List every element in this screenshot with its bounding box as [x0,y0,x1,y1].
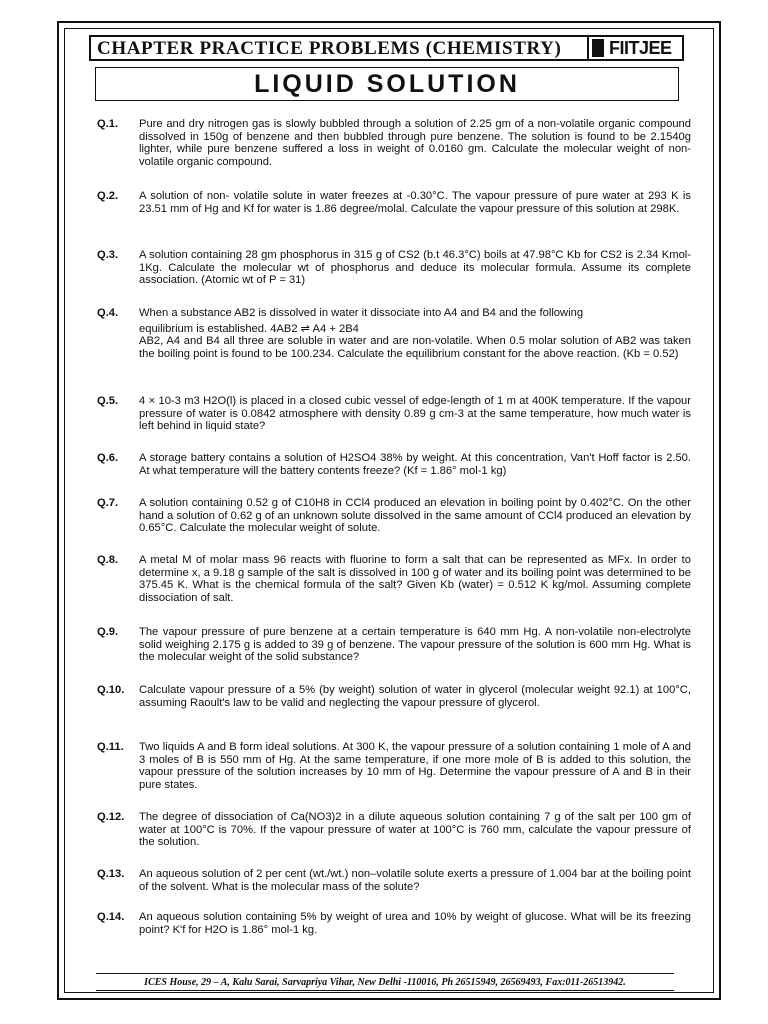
question-text-line: A storage battery contains a solution of H2SO4 38% by weight. At this concentration, Van't Hoff factor is 2.50. At what temperature will the battery contents freeze? (Kf = 1.86° mol-1 kg) [139,452,691,477]
footer-rule-bottom [96,990,674,991]
question-text [139,249,691,287]
question-number: Q.9. [97,626,119,638]
question-text [139,395,691,433]
question-text [139,497,691,535]
question-text-line: Pure and dry nitrogen gas is slowly bubbled through a solution of 2.25 gm of a non-volatile organic compound dissolved in 150g of benzene and then bubbled through pure benzene. The solution is found to be 2.1540g lighter, while pure benzene suffered a loss in weight of 0.0160 gm. Calculate the molecular weight of non-volatile organic compound. [139,118,691,168]
question-number: Q.10. [97,684,125,696]
question-text [139,452,691,477]
footer-address: ICES House, 29 – A, Kalu Sarai, Sarvapriya Vihar, New Delhi -110016, Ph 26515949, 26569493, Fax:011-26513942. [144,977,626,988]
question-text-line: A solution of non- volatile solute in water freezes at -0.30°C. The vapour pressure of pure water at 293 K is 23.51 mm of Hg and Kf for water is 1.86 degree/molal. Calculate the vapour pressure of this solution at 298K. [139,190,691,215]
page-title: LIQUID SOLUTION [254,70,520,98]
question-text-line: When a substance AB2 is dissolved in water it dissociate into A4 and B4 and the following [139,307,584,319]
question-number: Q.12. [97,811,125,823]
chapter-header-title: CHAPTER PRACTICE PROBLEMS (CHEMISTRY) [97,38,562,59]
question-text-line: A solution containing 28 gm phosphorus in 315 g of CS2 (b.t 46.3°C) boils at 47.98°C Kb for CS2 is 2.34 Kmol-1Kg. Calculate the molecular wt of phosphorus and deduce its molecular formula. Assume its complete association. (Atomic wt of P = 31) [139,249,691,287]
question-text-line: An aqueous solution of 2 per cent (wt./wt.) non–volatile solute exerts a pressure of 1.004 bar at the boiling point of the solvent. What is the molecular mass of the solute? [139,868,691,893]
question-number: Q.5. [97,395,119,407]
question-text-line: An aqueous solution containing 5% by weight of urea and 10% by weight of glucose. What will be its freezing point? K'f for H2O is 1.86° mol-1 kg. [139,911,691,936]
question-text-line: The degree of dissociation of Ca(NO3)2 in a dilute aqueous solution containing 7 g of the salt per 100 gm of water at 100°C is 70%. If the vapour pressure of water at 100°C is 760 mm, calculate the vapour pressure of the solution. [139,811,691,849]
question-text [139,307,691,360]
question-number: Q.6. [97,452,119,464]
question-text [139,118,691,168]
question-text [139,554,691,604]
question-number: Q.1. [97,118,119,130]
question-number: Q.14. [97,911,125,923]
question-number: Q.8. [97,554,119,566]
question-text [139,190,691,215]
chapter-header [89,35,684,61]
question-text [139,741,691,791]
question-text-line: equilibrium is established. 4AB2 ⇌ A4 + 2B4 [139,322,359,335]
question-text [139,626,691,664]
question-number: Q.2. [97,190,119,202]
logo-bar-icon [592,39,604,57]
question-text-line: The vapour pressure of pure benzene at a certain temperature is 640 mm Hg. A non-volatile non-electrolyte solid weighing 2.175 g is added to 39 g of benzene. The vapour pressure of the solution is 600 mm Hg. What is the molecular weight of the solid substance? [139,626,691,664]
question-number: Q.7. [97,497,119,509]
page-title-box [95,67,679,101]
question-text-line: AB2, A4 and B4 all three are soluble in water and are non-volatile. When 0.5 molar solution of AB2 was taken the boiling point is found to be 100.234. Calculate the equilibrium constant for the above reaction. (Kb = 0.52) [139,335,691,360]
fiitjee-logo [587,37,682,59]
question-text-line: 4 × 10-3 m3 H2O(l) is placed in a closed cubic vessel of edge-length of 1 m at 400K temperature. If the vapour pressure of water is 0.0842 atmosphere with density 0.89 g cm-3 at the same temperature, how much water is left behind in liquid state? [139,395,691,433]
question-text-line: A metal M of molar mass 96 reacts with fluorine to form a salt that can be represented as MFx. In order to determine x, a 9.18 g sample of the salt is dissolved in 100 g of water and its boiling point was determined to be 375.45 K. What is the chemical formula of the salt? Given Kb (water) = 0.512 K kg/mol. Assuming complete dissociation of salt. [139,554,691,604]
question-text-line: Calculate vapour pressure of a 5% (by weight) solution of water in glycerol (molecular weight 92.1) at 100°C, assuming Raoult's law to be valid and neglecting the vapour pressure of glycerol. [139,684,691,709]
question-text-line: Two liquids A and B form ideal solutions. At 300 K, the vapour pressure of a solution containing 1 mole of A and 3 moles of B is 550 mm of Hg. At the same temperature, if one more mole of B is added to this solution, the vapour pressure of the solution increases by 10 mm of Hg. Determine the vapour pressure of A and B in their pure states. [139,741,691,791]
question-number: Q.3. [97,249,119,261]
question-text [139,911,691,936]
question-number: Q.13. [97,868,125,880]
question-number: Q.4. [97,307,119,319]
logo-text: FIITJEE [609,38,672,58]
question-text [139,868,691,893]
question-text-line: A solution containing 0.52 g of C10H8 in CCl4 produced an elevation in boiling point by 0.402°C. On the other hand a solution of 0.62 g of an unknown solute dissolved in the same amount of CCl4 produced an elevation by 0.65°C. Calculate the molecular weight of solute. [139,497,691,535]
question-number: Q.11. [97,741,124,753]
question-text [139,684,691,709]
question-text [139,811,691,849]
footer-rule-top [96,973,674,974]
